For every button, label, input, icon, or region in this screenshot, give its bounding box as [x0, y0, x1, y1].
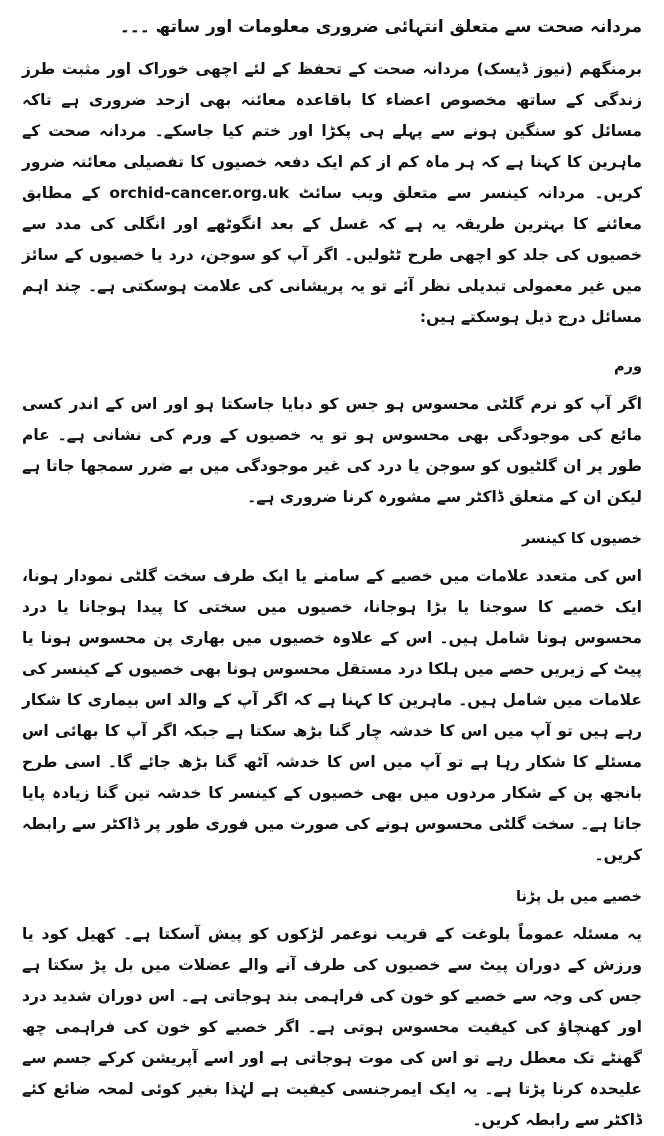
section-body-swelling: اگر آپ کو نرم گلٹی محسوس ہو جس کو دبایا جاسکتا ہو اور اس کے اندر کسی مائع کی موجودگی بھی محسوس ہو تو یہ خصیوں کے ورم کی نشانی ہے۔ عام طور پر ان گلٹیوں کو سوجن یا درد کی غیر موجودگی میں بے ضرر سمجھا جاتا ہے لیکن ان کے متعلق ڈاکٹر سے مشورہ کرنا ضروری ہے۔ — [22, 395, 642, 506]
article-title: مردانہ صحت سے متعلق انتہائی ضروری معلومات اور ساتھ ۔۔۔ — [119, 17, 642, 37]
section-heading-testicular-cancer: خصیوں کا کینسر — [521, 531, 642, 547]
intro-paragraph: برمنگھم (نیوز ڈیسک) مردانہ صحت کے تحفظ کے لئے اچھی خوراک اور مثبت طرز زندگی کے ساتھ مخصوص اعضاء کا باقاعدہ معائنہ بھی ازحد ضروری ہے تاکہ مسائل کو سنگین ہونے سے پہلے ہی پکڑا اور ختم کیا جاسکے۔ مردانہ صحت کے ماہرین کا کہنا ہے کہ ہر ماہ کم از کم ایک دفعہ خصیوں کا تفصیلی معائنہ ضرور کریں۔ مردانہ کینسر سے متعلق ویب سائٹ orchid-cancer.org.uk کے مطابق معائنے کا بہترین طریقہ یہ ہے کہ غسل کے بعد انگوٹھے اور انگلی کی مدد سے خصیوں کی جلد کو اچھی طرح ٹٹولیں۔ اگر آپ کو سوجن، درد یا خصیوں کے سائز میں غیر معمولی تبدیلی نظر آئے تو یہ پریشانی کی علامت ہوسکتی ہے۔ چند اہم مسائل درج ذیل ہوسکتے ہیں: — [22, 60, 642, 326]
section-heading-torsion: خصیے میں بل پڑنا — [516, 889, 642, 905]
spacer — [22, 333, 642, 341]
section-body-torsion: یہ مسئلہ عموماً بلوغت کے قریب نوعمر لڑکوں کو پیش آسکتا ہے۔ کھیل کود یا ورزش کے دوران پیٹ سے خصیوں کی طرف آنے والے عضلات میں بل پڑ سکتا ہے جس کی وجہ سے خصیے کو خون کی فراہمی بند ہوجاتی ہے۔ اس دوران شدید درد اور کھنچاؤ کی کیفیت محسوس ہوتی ہے۔ اگر خصیے کو خون کی فراہمی چھ گھنٹے تک معطل رہے تو اس کی موت ہوجاتی ہے اور اسے آپریشن کرکے جسم سے علیحدہ کرنا پڑتا ہے۔ یہ ایک ایمرجنسی کیفیت ہے لہٰذا بغیر کوئی لمحہ ضائع کئے ڈاکٹر سے رابطہ کریں۔ — [22, 925, 642, 1129]
section-body-testicular-cancer: اس کی متعدد علامات میں خصیے کے سامنے یا ایک طرف سخت گلٹی نمودار ہونا، ایک خصیے کا سوجنا یا بڑا ہوجانا، خصیوں میں سختی کا پیدا ہوجانا یا درد محسوس ہونا شامل ہیں۔ اس کے علاوہ خصیوں میں بھاری پن محسوس ہونا یا پیٹ کے زیریں حصے میں ہلکا درد مستقل محسوس ہونا بھی خصیوں کے کینسر کی علامات میں شامل ہیں۔ ماہرین کا کہنا ہے کہ اگر آپ کے والد اس بیماری کا شکار رہے ہیں تو آپ میں اس کا خدشہ چار گنا بڑھ سکتا ہے جبکہ اگر آپ کا بھائی اس مسئلے کا شکار رہا ہے تو آپ میں اس کا خدشہ آٹھ گنا بڑھ جائے گا۔ اسی طرح بانجھ پن کے شکار مردوں میں بھی خصیوں کے کینسر کا خدشہ تین گنا زیادہ پایا جاتا ہے۔ سخت گلٹی محسوس ہونے کی صورت میں فوری طور پر ڈاکٹر سے رابطہ کریں۔ — [22, 567, 642, 864]
section-heading-swelling: ورم — [614, 359, 642, 375]
